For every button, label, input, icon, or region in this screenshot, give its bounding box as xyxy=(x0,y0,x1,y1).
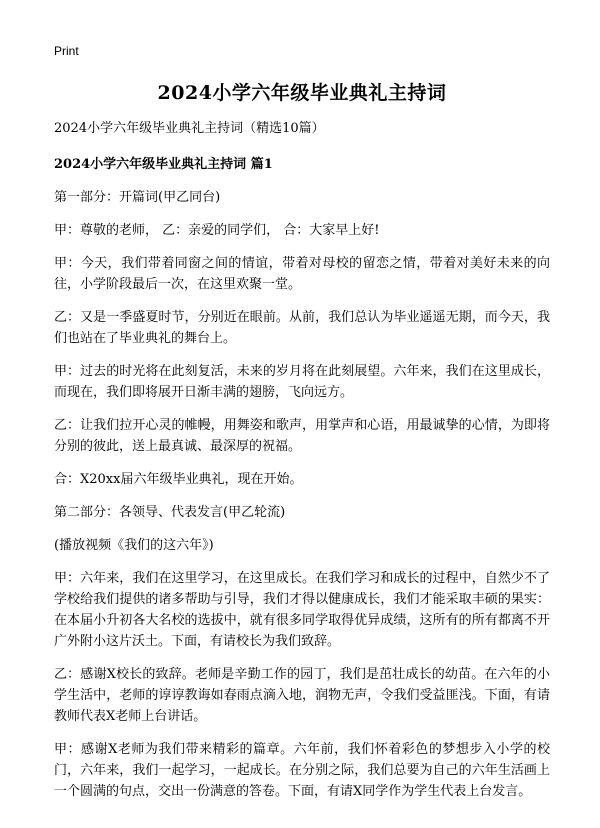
document-title: 2024小学六年级毕业典礼主持词 xyxy=(157,82,447,104)
paragraph: 甲：尊敬的老师， 乙：亲爱的同学们， 合：大家早上好! xyxy=(54,223,380,238)
paragraph: 第二部分：各领导、代表发言(甲乙轮流) xyxy=(54,505,286,520)
document-body xyxy=(54,118,550,814)
paragraph: 第一部分：开篇词(甲乙同台) xyxy=(54,190,221,205)
paragraph: 乙：感谢X校长的致辞。老师是辛勤工作的园丁，我们是茁壮成长的幼苗。在六年的小学生活中，老师的谆谆教诲如春雨点滴入地，润物无声，令我们受益匪浅。下面，有请教师代表X老师上台讲话。 xyxy=(54,667,550,724)
paragraph: 乙：又是一季盛夏时节，分别近在眼前。从前，我们总认为毕业遥遥无期，而今天，我们也站在了毕业典礼的舞台上。 xyxy=(54,310,550,346)
paragraph: 甲：今天，我们带着同窗之间的情谊，带着对母校的留恋之情，带着对美好未来的向往，小学阶段最后一次，在这里欢聚一堂。 xyxy=(54,256,550,292)
paragraph: 甲：感谢X老师为我们带来精彩的篇章。六年前，我们怀着彩色的梦想步入小学的校门，六年来，我们一起学习，一起成长。在分别之际，我们总要为自己的六年生活画上一个圆满的句点，交出一份满意的答卷。下面，有请X同学作为学生代表上台发言。 xyxy=(54,742,550,799)
paragraph: 甲：六年来，我们在这里学习，在这里成长。在我们学习和成长的过程中，自然少不了学校给我们提供的诸多帮助与引导，我们才得以健康成长，我们才能采取丰硕的果实：在本届小升初各大名校的选拔中，就有很多同学取得优异成绩，这所有的所有都离不开广外附小这片沃土。下面，有请校长为我们致辞。 xyxy=(54,571,550,649)
paragraph: 甲：过去的时光将在此刻复活，未来的岁月将在此刻展望。六年来，我们在这里成长，而现在，我们即将展开日渐丰满的翅膀，飞向远方。 xyxy=(54,364,550,400)
section-heading: 2024小学六年级毕业典礼主持词 篇1 xyxy=(54,157,273,172)
print-link[interactable]: Print xyxy=(54,44,79,58)
paragraph: (播放视频《我们的这六年》) xyxy=(54,538,214,553)
document-subtitle: 2024小学六年级毕业典礼主持词（精选10篇） xyxy=(54,121,325,136)
paragraph: 乙：让我们拉开心灵的帷幔，用舞姿和歌声，用掌声和心语，用最诚挚的心情，为即将分别的彼此，送上最真诚、最深厚的祝福。 xyxy=(54,418,550,454)
paragraph: 合：X20xx届六年级毕业典礼，现在开始。 xyxy=(54,472,303,487)
